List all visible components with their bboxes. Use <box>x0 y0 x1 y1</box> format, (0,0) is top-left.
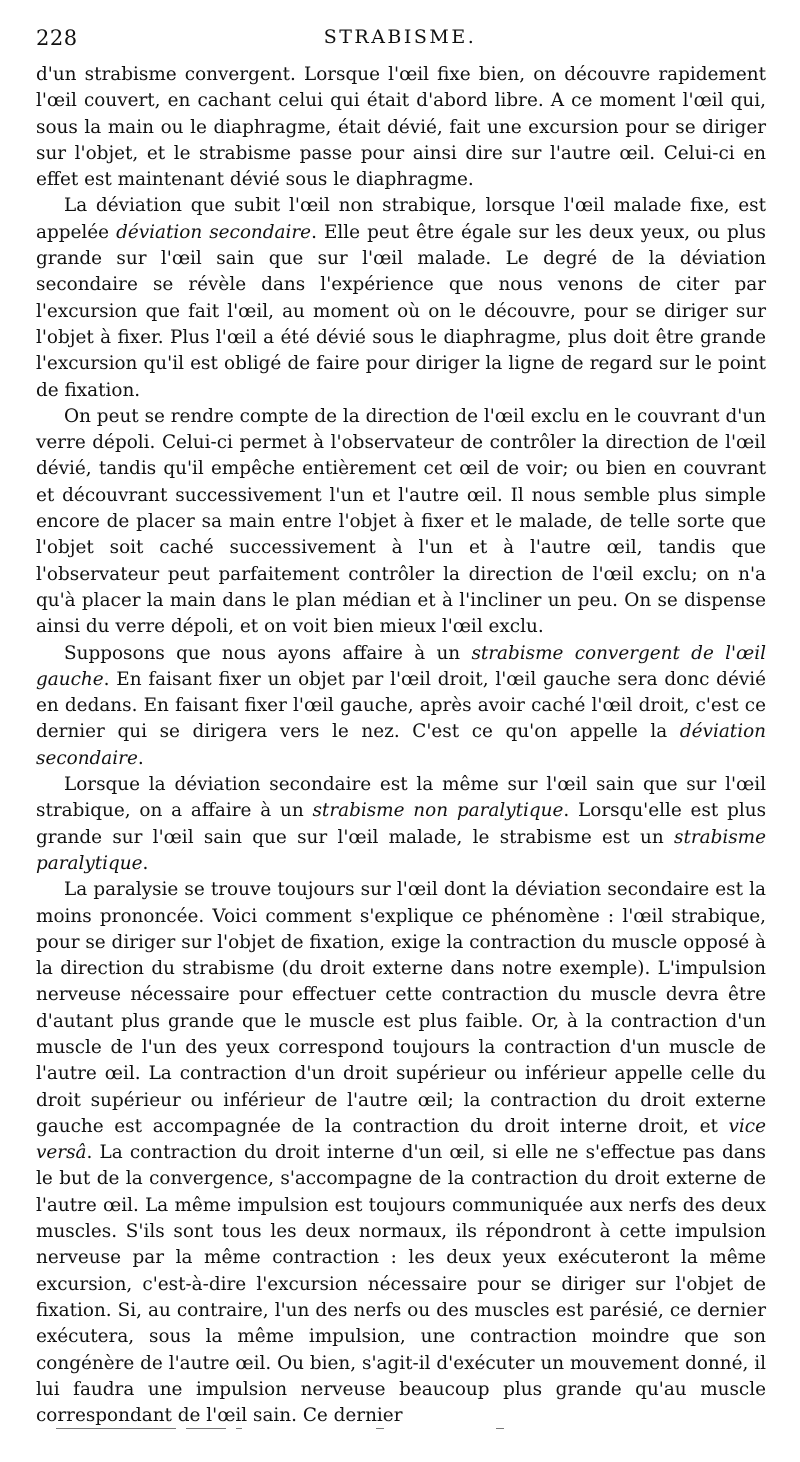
italic-term: strabisme paralytique <box>36 826 766 874</box>
page-header <box>36 26 764 56</box>
text-run: d'un strabisme convergent. Lorsque l'œil fixe bien, on découvre rapidement l'œil couvert, en cachant celui qui était d'abord libre. A ce moment l'œil qui, sous la main ou le diaphragme, était dévié, fait une excursion pour se diriger sur l'objet, et le strabisme passe pour ainsi dire sur l'autre œil. Celui-ci en effet est maintenant dévié sous le diaphragme. <box>36 64 766 191</box>
text-run: On peut se rendre compte de la direction de l'œil exclu en le couvrant d'un verre dépoli. Celui-ci permet à l'observateur de contrôler la direction de l'œil dévié, tandis qu'il empêche entièrement cet œil de voir; ou bien en couvrant et découvrant successivement l'un et l'autre œil. Il nous semble plus simple encore de placer sa main entre l'objet à fixer et le malade, de telle sorte que l'objet soit caché successivement à l'un et à l'autre œil, tandis que l'observateur peut parfaitement contrôler la direction de l'œil exclu; on n'a qu'à placer la main dans le plan médian et à l'incliner un peu. On se dispense ainsi du verre dépoli, et on voit bien mieux l'œil exclu. <box>36 405 766 638</box>
paragraph <box>36 62 766 193</box>
italic-term: strabisme convergent de l'œil gauche <box>36 642 766 690</box>
text-run: La paralysie se trouve toujours sur l'œil dont la déviation secondaire est la moins prononcée. Voici comment s'explique ce phénomène : l'œil strabique, pour se diriger sur l'objet de fixation, exige la contraction du muscle opposé à la direction du strabisme (du droit externe dans notre exemple). L'impulsion nerveuse nécessaire pour effectuer cette contraction du muscle devra être d'autant plus grande que le muscle est plus faible. Or, à la contraction d'un muscle de l'un des yeux correspond toujours la contraction d'un muscle de l'autre œil. La contraction d'un droit supérieur ou inférieur appelle celle du droit supérieur ou inférieur de l'autre œil; la contraction du droit externe gauche est accompagnée de la contraction du droit interne droit, et <box>36 879 766 1137</box>
text-run: . En faisant fixer un objet par l'œil droit, l'œil gauche sera donc dévié en dedans. En faisant fixer l'œil gauche, après avoir caché l'œil droit, c'est ce dernier qui se dirigera vers le nez. C'est ce qu'on appelle la <box>36 668 766 743</box>
italic-term: déviation secondaire <box>36 721 766 769</box>
italic-term: vice versâ <box>36 1115 766 1164</box>
text-run: . La contraction du droit interne d'un œil, si elle ne s'effectue pas dans le but de la convergence, s'accompagne de la contraction du droit externe de l'autre œil. La même impulsion est toujours communiquée aux nerfs des deux muscles. S'ils sont tous les deux normaux, ils répondront à cette impulsion nerveuse par la même contraction : les deux yeux exécuteront la même excursion, c'est-à-dire l'excursion nécessaire pour se diriger sur l'objet de fixation. Si, au contraire, l'un des nerfs ou des muscles est parésié, ce dernier exécutera, sous la même impulsion, une contraction moindre que son congénère de l'autre œil. Ou bien, s'agit-il d'exécuter un mouvement donné, il lui faudra une impulsion nerveuse beaucoup plus grande qu'au muscle correspondant de l'œil sain. Ce dernier <box>36 1142 766 1427</box>
running-title: STRABISME. <box>323 26 477 48</box>
text-run: Supposons que nous ayons affaire à un <box>64 642 472 664</box>
text-run: La déviation que subit l'œil non strabique, lorsque l'œil malade fixe, est appelée <box>36 195 766 243</box>
italic-term: déviation secondaire <box>116 221 312 243</box>
text-run: . Elle peut être égale sur les deux yeux, ou plus grande sur l'œil sain que sur l'œil malade. Le degré de la déviation secondaire se révèle dans l'expérience que nous venons de citer par l'excursion que fait l'œil, au moment où on le découvre, pour se diriger sur l'objet à fixer. Plus l'œil a été dévié sous le diaphragme, plus doit être grande l'excursion qu'il est obligé de faire pour diriger la ligne de regard sur le point de fixation. <box>36 221 766 401</box>
paragraph <box>36 193 766 403</box>
paragraph <box>36 877 766 1429</box>
body-text <box>36 62 766 1429</box>
paragraph <box>36 404 766 641</box>
paragraph <box>36 772 766 877</box>
italic-term: strabisme non paralytique <box>312 800 564 822</box>
text-run: . <box>142 852 149 874</box>
text-run: Lorsque la déviation secondaire est la même sur l'œil sain que sur l'œil strabique, on a affaire à un <box>36 774 766 822</box>
text-run: . <box>137 747 144 769</box>
paragraph <box>36 641 766 772</box>
footer-rule <box>56 1428 516 1430</box>
text-run: . Lorsqu'elle est plus grande sur l'œil sain que sur l'œil malade, le strabisme est un <box>36 800 767 848</box>
page-number: 228 <box>36 26 78 50</box>
